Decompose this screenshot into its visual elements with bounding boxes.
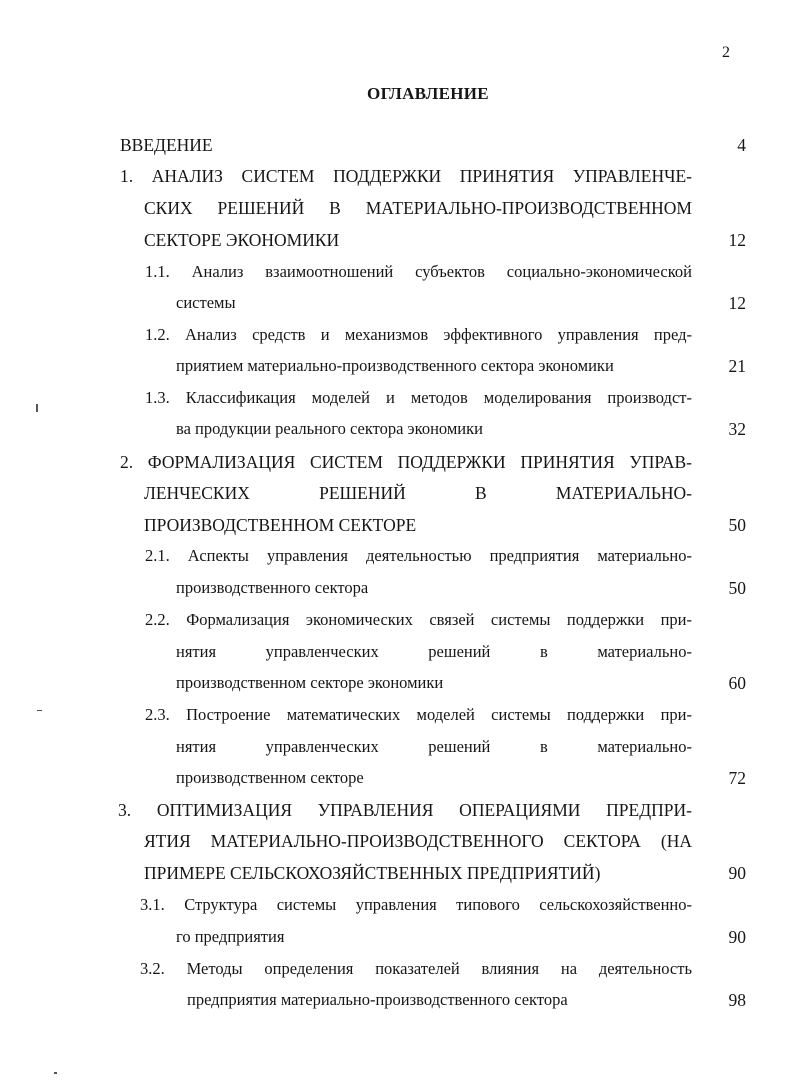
toc-section-3-2-line1: 3.2. Методы определения показателей влияния на деятельность: [140, 959, 692, 978]
toc-section-3-2-page: 98: [728, 990, 746, 1010]
toc-chapter2-line1: 2. ФОРМАЛИЗАЦИЯ СИСТЕМ ПОДДЕРЖКИ ПРИНЯТИЯ УПРАВ-: [120, 452, 692, 472]
toc-section-2-3-page: 72: [728, 768, 746, 788]
toc-chapter2-page: 50: [728, 515, 746, 535]
toc-section-2-2-line2: нятия управленческих решений в материально-: [176, 642, 692, 661]
toc-section-3-1-page: 90: [728, 927, 746, 947]
scan-speck: [54, 1072, 57, 1074]
toc-section-2-1-line2: производственного сектора: [176, 578, 369, 597]
toc-chapter1-line3: СЕКТОРЕ ЭКОНОМИКИ: [144, 230, 340, 250]
toc-section-2-2-line3: производственном секторе экономики: [176, 673, 444, 692]
toc-chapter3-page: 90: [728, 863, 746, 883]
toc-section-2-1-page: 50: [728, 578, 746, 598]
toc-section-1-2-line1: 1.2. Анализ средств и механизмов эффективного управления пред-: [145, 325, 692, 344]
toc-section-1-1-page: 12: [728, 293, 746, 313]
toc-section-2-2-line1: 2.2. Формализация экономических связей системы поддержки при-: [145, 610, 692, 629]
toc-section-1-3-line1: 1.3. Классификация моделей и методов моделирования производст-: [145, 388, 692, 407]
toc-intro-page: 4: [737, 135, 746, 155]
toc-section-1-3-page: 32: [728, 419, 746, 439]
toc-section-2-3-line3: производственном секторе: [176, 768, 364, 787]
toc-section-1-3-line2: ва продукции реального сектора экономики: [176, 419, 483, 438]
toc-section-2-2-page: 60: [728, 673, 746, 693]
toc-section-3-1-line2: го предприятия: [176, 927, 285, 946]
toc-chapter3-line1: 3. ОПТИМИЗАЦИЯ УПРАВЛЕНИЯ ОПЕРАЦИЯМИ ПРЕДПРИ-: [118, 800, 692, 820]
toc-chapter2-line2: ЛЕНЧЕСКИХ РЕШЕНИЙ В МАТЕРИАЛЬНО-: [144, 483, 692, 503]
toc-section-1-1-line2: системы: [176, 293, 236, 312]
toc-chapter1-line1: 1. АНАЛИЗ СИСТЕМ ПОДДЕРЖКИ ПРИНЯТИЯ УПРАВЛЕНЧЕ-: [120, 166, 692, 186]
toc-chapter2-line3: ПРОИЗВОДСТВЕННОМ СЕКТОРЕ: [144, 515, 417, 535]
toc-section-2-3-line1: 2.3. Построение математических моделей системы поддержки при-: [145, 705, 692, 724]
toc-section-3-2-line2: предприятия материально-производственного сектора: [187, 990, 568, 1009]
toc-chapter1-page: 12: [728, 230, 746, 250]
toc-section-1-2-page: 21: [728, 356, 746, 376]
toc-section-2-1-line1: 2.1. Аспекты управления деятельностью предприятия материально-: [145, 546, 692, 565]
toc-title: ОГЛАВЛЕНИЕ: [367, 84, 489, 103]
toc-section-1-1-line1: 1.1. Анализ взаимоотношений субъектов социально-экономической: [145, 262, 692, 281]
scan-speck: [37, 710, 42, 711]
toc-section-3-1-line1: 3.1. Структура системы управления типового сельскохозяйственно-: [140, 895, 692, 914]
toc-chapter3-line2: ЯТИЯ МАТЕРИАЛЬНО-ПРОИЗВОДСТВЕННОГО СЕКТОРА (НА: [144, 831, 692, 851]
toc-section-1-2-line2: приятием материально-производственного сектора экономики: [176, 356, 614, 375]
scan-speck: [36, 404, 38, 412]
toc-chapter1-line2: СКИХ РЕШЕНИЙ В МАТЕРИАЛЬНО-ПРОИЗВОДСТВЕННОМ: [144, 198, 692, 218]
toc-chapter3-line3: ПРИМЕРЕ СЕЛЬСКОХОЗЯЙСТВЕННЫХ ПРЕДПРИЯТИЙ): [144, 863, 601, 883]
toc-intro-label: ВВЕДЕНИЕ: [120, 135, 213, 155]
toc-section-2-3-line2: нятия управленческих решений в материально-: [176, 737, 692, 756]
page-number: 2: [722, 44, 730, 61]
